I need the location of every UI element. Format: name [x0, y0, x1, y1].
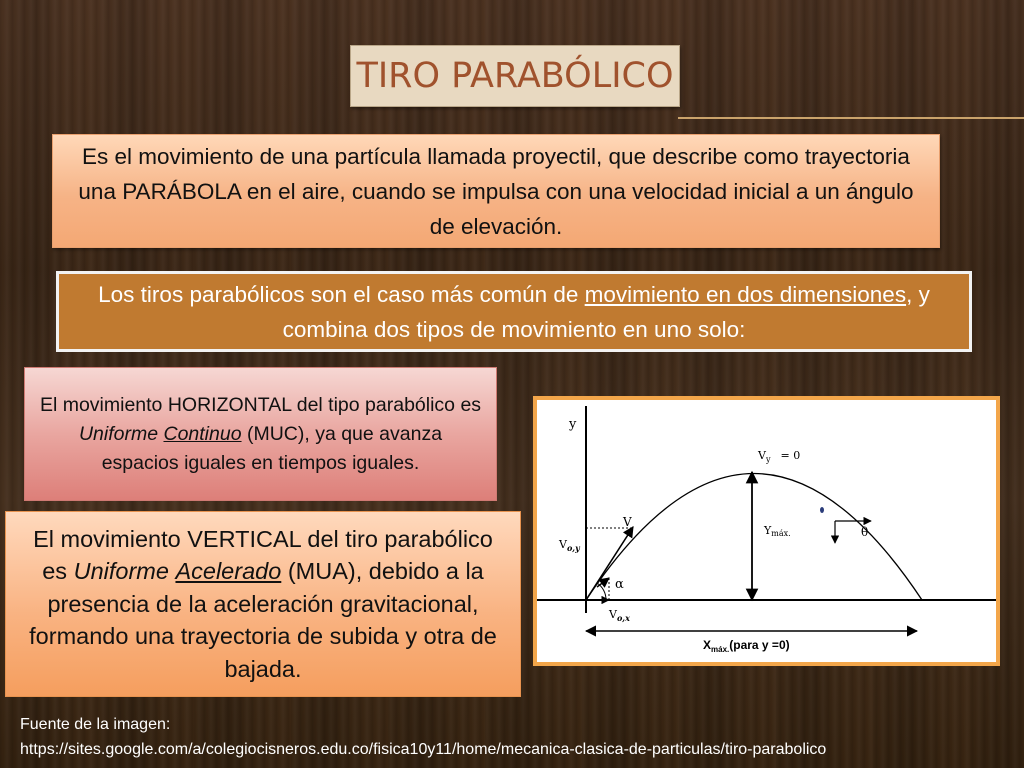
vertical-motion-box	[5, 511, 521, 697]
vox-label: $V_{o,x}$	[609, 608, 630, 623]
v-label: V	[623, 515, 632, 529]
title-divider	[678, 117, 1024, 119]
vertical-keyword: VERTICAL	[187, 525, 301, 552]
definition-box	[52, 134, 940, 248]
title-box	[350, 45, 680, 107]
two-dimensions-box	[56, 271, 972, 352]
initial-velocity-arrow	[586, 527, 633, 600]
velocity-point-marker	[820, 507, 824, 513]
voy-label: $V_{o,y}$	[559, 538, 580, 553]
horizontal-keyword: HORIZONTAL	[167, 393, 292, 416]
horizontal-motion-text: El movimiento HORIZONTAL del tipo parabólico es Uniforme Continuo (MUC), ya que avanza espacios iguales en tiempos iguales.	[39, 393, 482, 474]
two-dimensions-text: Los tiros parabólicos son el caso más común de movimiento en dos dimensiones, y combina dos tipos de movimiento en uno solo:	[98, 281, 930, 342]
vertical-motion-text: El movimiento VERTICAL del tiro parabólico es Uniforme Acelerado (MUA), debido a la presencia de la aceleración gravitacional, formando una trayectoria de subida y otra de bajada.	[29, 525, 497, 682]
trajectory-curve	[586, 474, 922, 601]
alpha-label: α	[615, 577, 624, 592]
theta-label: θ	[861, 525, 869, 539]
source-label: Fuente de la imagen:	[20, 716, 171, 733]
y-axis-label: y	[569, 417, 577, 432]
vy-zero-label: $V_y = 0$	[758, 449, 801, 464]
slide-title: TIRO PARABÓLICO	[356, 56, 674, 96]
projectile-diagram-svg	[537, 400, 996, 662]
parabola-keyword: PARÁBOLA	[122, 178, 241, 204]
two-dimensions-link[interactable]: movimiento en dos dimensiones	[584, 281, 907, 307]
projectile-diagram	[533, 396, 1000, 666]
source-url[interactable]: https://sites.google.com/a/colegiocisneros.edu.co/fisica10y11/home/mecanica-clasica-de-particulas/tiro-parabolico	[20, 741, 827, 758]
horizontal-motion-box	[24, 367, 497, 501]
ymax-label: Ymáx.	[764, 524, 791, 538]
image-source	[20, 712, 1020, 762]
definition-text: Es el movimiento de una partícula llamada proyectil, que describe como trayectoria una PARÁBOLA en el aire, cuando se impulsa con una velocidad inicial a un ángulo de elevación.	[78, 143, 914, 239]
xmax-label: $X_{máx.}(para$ y =0)	[703, 638, 790, 654]
